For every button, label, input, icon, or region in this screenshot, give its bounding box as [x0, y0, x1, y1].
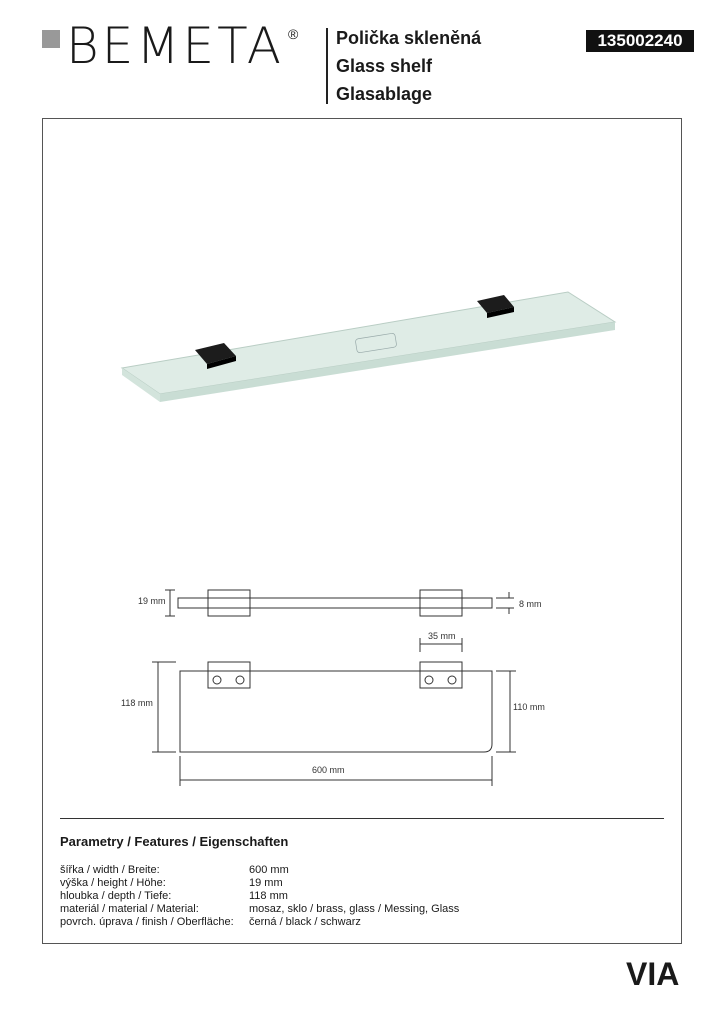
product-code-badge: 135002240 — [586, 30, 694, 52]
spec-value: mosaz, sklo / brass, glass / Messing, Glass — [249, 903, 460, 915]
spec-labels — [60, 864, 234, 929]
side-view — [165, 590, 514, 616]
dim-35-label: 35 mm — [428, 631, 456, 641]
dim-110-label: 110 mm — [513, 702, 545, 712]
shelf-glass-top — [122, 292, 615, 394]
spec-value: 19 mm — [249, 877, 283, 889]
features-separator — [60, 818, 664, 819]
features-heading: Parametry / Features / Eigenschaften — [60, 834, 289, 849]
series-name: VIA — [626, 956, 680, 992]
brand-logo: BEMETA — [66, 17, 284, 75]
title-english: Glass shelf — [336, 56, 433, 76]
spec-label: šířka / width / Breite: — [60, 864, 160, 876]
spec-value: černá / black / schwarz — [249, 916, 361, 928]
spec-value: 600 mm — [249, 864, 289, 876]
product-photo — [122, 292, 615, 402]
spec-label: povrch. úprava / finish / Oberfläche: — [60, 916, 234, 928]
registered-mark: ® — [288, 26, 299, 42]
title-german: Glasablage — [336, 84, 433, 104]
spec-label: materiál / material / Material: — [60, 903, 199, 915]
dim-19-label: 19 mm — [138, 596, 166, 606]
dim-118-label: 118 mm — [121, 698, 153, 708]
spec-value: 118 mm — [249, 890, 288, 902]
dim-600-label: 600 mm — [312, 765, 345, 775]
title-czech: Polička skleněná — [336, 28, 482, 48]
spec-label: výška / height / Höhe: — [60, 877, 166, 889]
spec-values — [249, 864, 459, 929]
dim-8-label: 8 mm — [519, 599, 542, 609]
spec-label: hloubka / depth / Tiefe: — [60, 890, 172, 902]
